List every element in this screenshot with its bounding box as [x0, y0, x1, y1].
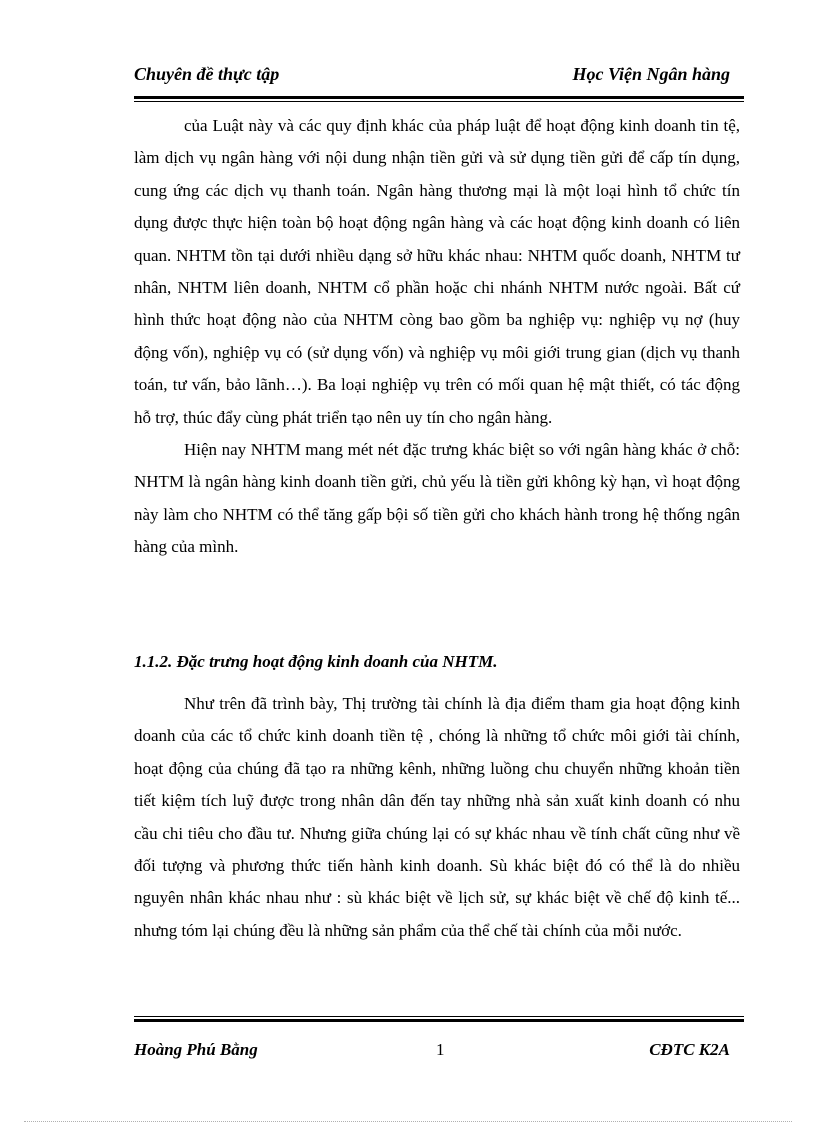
paragraph: của Luật này và các quy định khác của pháp luật để hoạt động kinh doanh tin tệ, làm dịch vụ ngân hàng với nội dung nhận tiền gửi và sử dụng tiền gửi để cấp tín dụng, cung ứng các dịch vụ thanh toán. Ngân hàng thương mại là một loại hình tổ chức tín dụng được thực hiện toàn bộ hoạt động ngân hàng và các hoạt động kinh doanh có liên quan. NHTM tồn tại dưới nhiều dạng sở hữu khác nhau: NHTM quốc doanh, NHTM tư nhân, NHTM liên doanh, NHTM cổ phần hoặc chi nhánh NHTM nước ngoài. Bất cứ hình thức hoạt động nào của NHTM còng bao gồm ba nghiệp vụ: nghiệp vụ nợ (huy động vốn), nghiệp vụ có (sử dụng vốn) và nghiệp vụ môi giới trung gian (dịch vụ thanh toán, tư vấn, bảo lãnh…). Ba loại nghiệp vụ trên có mối quan hệ mật thiết, có tác động hỗ trợ, thúc đẩy cùng phát triển tạo nên uy tín cho ngân hàng. — [134, 116, 740, 427]
page-edge-divider — [24, 1121, 792, 1122]
header-rule-thin — [134, 101, 744, 102]
section-heading: 1.1.2. Đặc trưng hoạt động kinh doanh của NHTM. — [134, 652, 498, 671]
paragraph: Như trên đã trình bày, Thị trường tài chính là địa điểm tham gia hoạt động kinh doanh của các tổ chức kinh doanh tiền tệ , chóng là những tổ chức môi giới tài chính, hoạt động của chúng đã tạo ra những kênh, những luồng chu chuyển những khoản tiền tiết kiệm tích luỹ được trong nhân dân đến tay những nhà sản xuất kinh doanh có nhu cầu chi tiêu cho đầu tư. Nhưng giữa chúng lại có sự khác nhau về tính chất cũng như về đối tượng và phương thức tiến hành kinh doanh. Sù khác biệt đó có thể là do nhiều nguyên nhân khác nhau như : sù khác biệt về lịch sử, sự khác biệt về chế độ kinh tế... nhưng tóm lại chúng đều là những sản phẩm của thể chế tài chính của mỗi nước. — [134, 694, 740, 940]
page-number: 1 — [436, 1040, 445, 1059]
footer-class: CĐTC K2A — [649, 1040, 730, 1059]
header-rule-thick — [134, 96, 744, 99]
header-institution: Học Viện Ngân hàng — [572, 64, 730, 84]
footer-author: Hoàng Phú Bằng — [134, 1040, 258, 1059]
footer-rule-thin — [134, 1016, 744, 1017]
page-header — [134, 64, 744, 90]
section-body — [134, 688, 740, 947]
paragraph: Hiện nay NHTM mang mét nét đặc trưng khác biệt so với ngân hàng khác ở chỗ: NHTM là ngân hàng kinh doanh tiền gửi, chủ yếu là tiền gửi không kỳ hạn, vì hoạt động này làm cho NHTM có thể tăng gấp bội số tiền gửi cho khách hành trong hệ thống ngân hàng của mình. — [134, 440, 740, 557]
footer-rule-thick — [134, 1019, 744, 1022]
header-title: Chuyên đề thực tập — [134, 64, 280, 84]
page-footer — [134, 1040, 744, 1064]
body-text — [134, 110, 740, 564]
